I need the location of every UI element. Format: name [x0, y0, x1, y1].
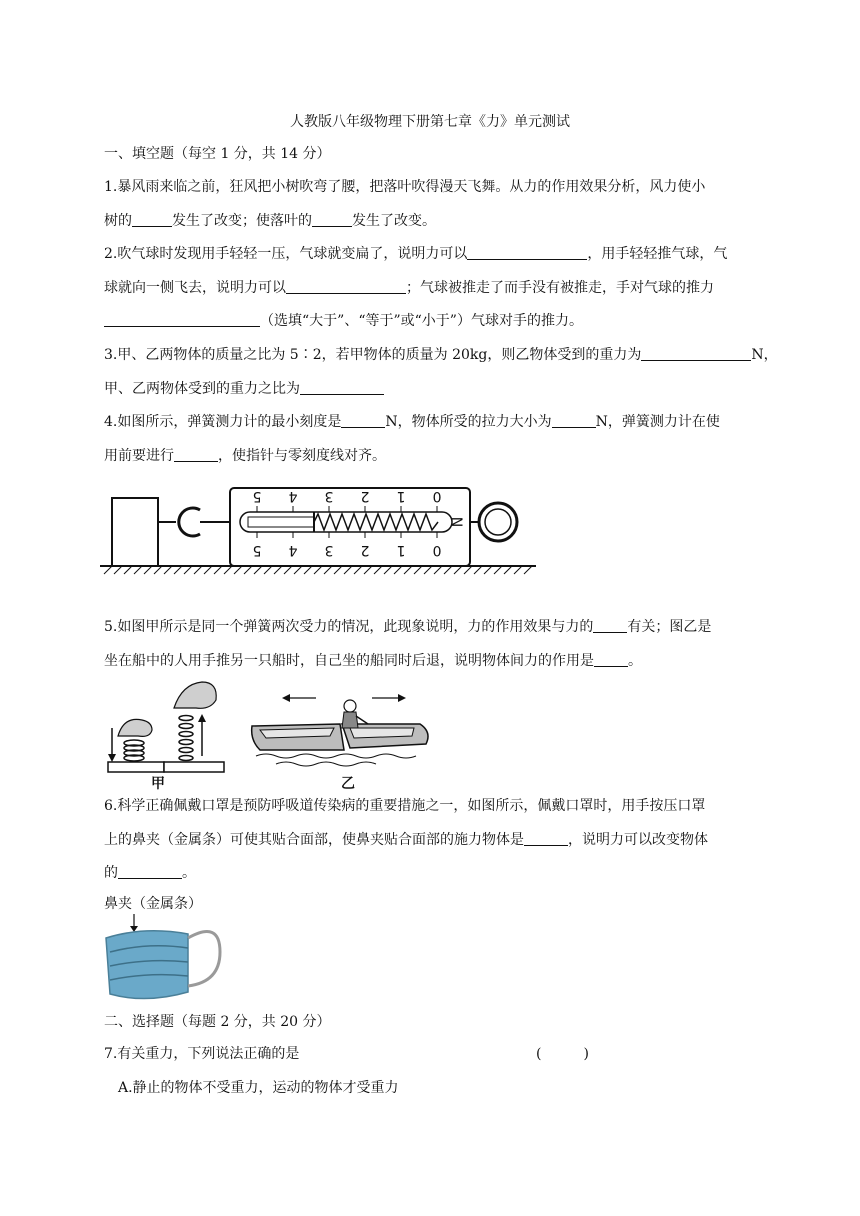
spring-balance-figure [100, 484, 536, 578]
arrow-left-icon [282, 694, 290, 702]
q7-option-a[interactable]: A.静止的物体不受重力，运动的物体才受重力 [118, 1080, 399, 1096]
answer-blank[interactable] [132, 212, 172, 227]
scale-label: 4 [288, 542, 298, 558]
answer-blank[interactable] [594, 652, 628, 667]
q6-line2: 上的鼻夹（金属条）可使其贴合面部，使鼻夹贴合面部的施力物体是 ，说明力可以改变物体 [104, 832, 708, 848]
q5-line2: 坐在船中的人用手推另一只船时，自己坐的船同时后退，说明物体间力的作用是 。 [104, 653, 642, 669]
answer-blank[interactable] [286, 279, 406, 294]
answer-blank[interactable] [312, 212, 352, 227]
scale-label: 1 [396, 542, 406, 558]
hand-pull-icon [174, 682, 216, 708]
answer-blank[interactable] [118, 864, 182, 879]
document-title: 人教版八年级物理下册第七章《力》单元测试 [290, 114, 570, 130]
answer-blank[interactable] [300, 380, 384, 395]
q6-line3: 的 。 [104, 865, 196, 881]
scale-label: 2 [360, 542, 370, 558]
answer-blank[interactable] [467, 245, 587, 260]
scale-label: 5 [252, 542, 262, 558]
water-waves [256, 754, 416, 758]
base-plate [108, 762, 164, 772]
arrow-right-icon [398, 694, 406, 702]
answer-blank[interactable] [104, 312, 260, 327]
arrow-up-icon [198, 714, 206, 722]
person-body [342, 712, 358, 728]
q3-line1: 3.甲、乙两物体的质量之比为 5∶2，若甲物体的质量为 20kg，则乙物体受到的重力为 N， [104, 347, 778, 363]
answer-blank[interactable] [174, 447, 218, 462]
figure-label-yi: 乙 [341, 776, 355, 792]
compressed-spring [124, 740, 144, 761]
scale-label: 3 [324, 542, 334, 558]
scale-label: 2 [360, 488, 370, 504]
q1-line1: 1.暴风雨来临之前，狂风把小树吹弯了腰，把落叶吹得漫天飞舞。从力的作用效果分析，风力使小 [104, 179, 706, 195]
mask-caption: 鼻夹（金属条） [104, 896, 202, 912]
balance-rod [248, 517, 314, 527]
scale-label: 1 [396, 488, 406, 504]
ear-loop [188, 932, 220, 986]
q4-line1: 4.如图所示，弹簧测力计的最小刻度是 N，物体所受的拉力大小为 N，弹簧测力计在使 [104, 414, 720, 430]
scale-label: 4 [288, 488, 298, 504]
mask-figure [104, 912, 224, 1004]
q2-line2: 球就向一侧飞去，说明力可以 ；气球被推走了而手没有被推走，手对气球的推力 [104, 280, 714, 296]
answer-blank[interactable] [524, 831, 568, 846]
boats-figure [246, 684, 436, 792]
q2-line3: （选填“大于”、“等于”或“小于”）气球对手的推力。 [104, 311, 583, 331]
hook-icon [179, 508, 200, 536]
q1-line2: 树的 发生了改变；使落叶的 发生了改变。 [104, 213, 436, 229]
answer-blank[interactable] [341, 413, 385, 428]
hand-press-icon [118, 719, 152, 736]
answer-blank[interactable] [641, 346, 751, 361]
scale-label: 5 [252, 488, 262, 504]
unit-label: N [448, 516, 464, 528]
q7-stem: 7.有关重力，下列说法正确的是 [104, 1046, 300, 1062]
scale-label: 3 [324, 488, 334, 504]
ground-hatching [104, 566, 532, 574]
stretched-spring [179, 716, 193, 761]
q2-line1: 2.吹气球时发现用手轻轻一压，气球就变扁了，说明力可以 ，用手轻轻推气球，气 [104, 246, 728, 262]
figure-label-jia: 甲 [151, 776, 165, 792]
q3-line2: 甲、乙两物体受到的重力之比为 [104, 379, 384, 399]
q4-line2: 用前要进行 ，使指针与零刻度线对齐。 [104, 448, 386, 464]
q6-line1: 6.科学正确佩戴口罩是预防呼吸道传染病的重要措施之一，如图所示，佩戴口罩时，用手按压口罩 [104, 798, 706, 814]
block-object [112, 498, 158, 566]
scale-label: 0 [432, 488, 442, 504]
section-choice-heading: 二、选择题（每题 2 分，共 20 分） [104, 1014, 331, 1030]
q5-line1: 5.如图甲所示是同一个弹簧两次受力的情况，此现象说明，力的作用效果与力的 有关；图乙是 [104, 619, 712, 635]
base-plate [164, 762, 224, 772]
q7-answer-paren[interactable]: ( ) [536, 1046, 589, 1062]
answer-blank[interactable] [552, 413, 596, 428]
section-fill-in-heading: 一、填空题（每空 1 分，共 14 分） [104, 146, 331, 162]
scale-label: 0 [432, 542, 442, 558]
answer-blank[interactable] [593, 618, 627, 633]
arrow-down-icon [108, 754, 116, 762]
spring-compression-figure [104, 678, 240, 792]
person-head [344, 700, 356, 712]
